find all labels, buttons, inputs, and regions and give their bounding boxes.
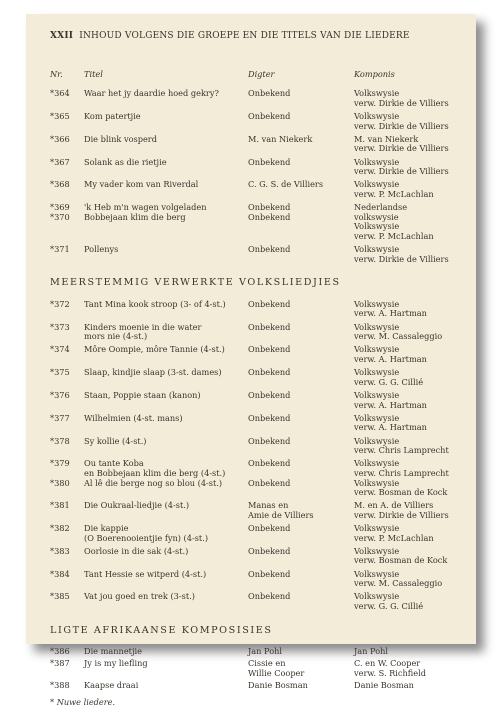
cell-line: Volkswysie (354, 221, 400, 232)
table-row (50, 300, 454, 319)
cell-line: Onbekend (248, 88, 291, 99)
table-row (50, 592, 454, 611)
cell-line: *376 (50, 389, 70, 400)
cell-titel (84, 180, 248, 199)
cell-titel (84, 681, 248, 691)
cell-line: verw. A. Hartman (354, 422, 427, 433)
table-row (50, 112, 454, 131)
cell-line: Waar het jy daardie hoed gekry? (84, 88, 219, 99)
table-row (50, 437, 454, 456)
cell-komponis (354, 300, 454, 319)
cell-nr (50, 681, 84, 691)
cell-line: Amie de Villiers (248, 509, 314, 520)
cell-line: *378 (50, 435, 70, 446)
table-row (50, 245, 454, 264)
cell-line: *368 (50, 179, 70, 190)
cell-line: verw. M. Cassaleggio (354, 331, 443, 342)
cell-komponis (354, 547, 454, 566)
cell-digter (248, 459, 354, 497)
cell-line: C. G. S. de Villiers (248, 179, 324, 190)
cell-line: *375 (50, 367, 70, 378)
cell-nr (50, 592, 84, 611)
cell-line: Staan, Poppie staan (kanon) (84, 389, 201, 400)
table-row (50, 203, 454, 241)
cell-line: Nederlandse volkswysie (354, 202, 408, 222)
cell-titel (84, 323, 248, 342)
cell-line: Onbekend (248, 389, 291, 400)
footnote: * Nuwe liedere. (50, 697, 116, 708)
cell-line: verw. A. Hartman (354, 354, 427, 364)
cell-line: Volkswysie (354, 244, 400, 255)
cell-line: *383 (50, 545, 70, 556)
cell-line: *388 (50, 679, 70, 690)
cell-line: verw. Chris Lamprecht (354, 445, 449, 456)
cell-nr (50, 659, 84, 678)
cell-nr (50, 647, 84, 657)
cell-line: Volkswysie (354, 523, 400, 534)
cell-line: Vat jou goed en trek (3-st.) (84, 591, 195, 602)
cell-line: Onbekend (248, 435, 291, 446)
section-title-ligte: LIGTE AFRIKAANSE KOMPOSISIES (50, 624, 273, 636)
cell-line: verw. Dirkie de Villiers (354, 120, 449, 131)
table-row (50, 323, 454, 342)
table-row (50, 89, 454, 108)
cell-nr (50, 570, 84, 589)
cell-digter (248, 135, 354, 154)
table-row (50, 524, 454, 543)
cell-line: Cissie en (248, 658, 286, 669)
table-row (50, 368, 454, 387)
table-row (50, 345, 454, 364)
cell-line: Onbekend (248, 244, 291, 255)
cell-line: *374 (50, 344, 70, 355)
cell-nr (50, 414, 84, 433)
cell-line: Volkswysie (354, 458, 400, 469)
cell-line: verw. Bosman de Kock (354, 555, 448, 566)
table-row (50, 647, 454, 657)
cell-line: Onbekend (248, 211, 291, 222)
column-header-nr: Nr. (50, 68, 63, 79)
page-header-title: INHOUD VOLGENS DIE GROEPE EN DIE TITELS VAN DIE LIEDERE (79, 31, 410, 41)
table-row (50, 414, 454, 433)
cell-komponis (354, 681, 454, 691)
cell-titel (84, 437, 248, 456)
cell-line: Onbekend (248, 344, 291, 355)
cell-line: *370 (50, 211, 70, 222)
cell-line: mors nie (4-st.) (84, 331, 148, 342)
cell-line: Volkswysie (354, 477, 400, 488)
cell-line: Kinders moenie in die water (84, 321, 202, 332)
cell-komponis (354, 524, 454, 543)
cell-digter (248, 203, 354, 241)
cell-digter (248, 391, 354, 410)
cell-line: Volkswysie (354, 344, 400, 355)
cell-line: Onbekend (248, 477, 291, 488)
cell-nr (50, 345, 84, 364)
cell-komponis (354, 245, 454, 264)
cell-digter (248, 524, 354, 543)
cell-nr (50, 524, 84, 543)
cell-komponis (354, 592, 454, 611)
cell-line: Die blink vosperd (84, 133, 157, 144)
cell-line: Onbekend (248, 156, 291, 167)
cell-komponis (354, 345, 454, 364)
cell-digter (248, 501, 354, 520)
cell-line: Volkswysie (354, 435, 400, 446)
cell-digter (248, 245, 354, 264)
cell-line: Sy kollie (4-st.) (84, 435, 147, 446)
cell-line: Onbekend (248, 110, 291, 121)
cell-digter (248, 368, 354, 387)
table-row (50, 158, 454, 177)
cell-titel (84, 89, 248, 108)
cell-line: Kom patertjie (84, 110, 141, 121)
cell-digter (248, 647, 354, 657)
cell-digter (248, 345, 354, 364)
cell-line: Onbekend (248, 298, 291, 309)
cell-line: *372 (50, 298, 70, 309)
cell-line: Bobbejaan klim die berg (84, 211, 186, 222)
column-headers (50, 70, 454, 80)
cell-line: *367 (50, 156, 70, 167)
cell-komponis (354, 180, 454, 199)
cell-titel (84, 391, 248, 410)
cell-titel (84, 345, 248, 364)
cell-nr (50, 459, 84, 497)
cell-komponis (354, 203, 454, 241)
cell-komponis (354, 570, 454, 589)
cell-komponis (354, 501, 454, 520)
column-header-digter: Digter (248, 68, 275, 79)
cell-line: Jan Pohl (248, 646, 283, 657)
cell-line: Volkswysie (354, 156, 400, 167)
cell-line: Onbekend (248, 367, 291, 378)
cell-line: Volkswysie (354, 110, 400, 121)
table-row (50, 659, 454, 678)
cell-digter (248, 89, 354, 108)
cell-line: Onbekend (248, 321, 291, 332)
cell-nr (50, 135, 84, 154)
cell-nr (50, 501, 84, 520)
cell-line: Onbekend (248, 202, 291, 213)
cell-line: C. en W. Cooper (354, 658, 421, 669)
cell-line: (O Boerenooientjie fyn) (4-st.) (84, 532, 209, 543)
table-row (50, 547, 454, 566)
cell-komponis (354, 323, 454, 342)
table-row (50, 501, 454, 520)
cell-line: verw. S. Richfield (354, 667, 426, 678)
cell-line: Danie Bosman (248, 679, 308, 690)
cell-line: Volkswysie (354, 298, 400, 309)
table-row (50, 180, 454, 199)
cell-line: Wilhelmien (4-st. mans) (84, 412, 183, 423)
cell-line: Onbekend (248, 412, 291, 423)
cell-digter (248, 180, 354, 199)
cell-line: *385 (50, 591, 70, 602)
cell-komponis (354, 437, 454, 456)
cell-line: Ou tante Koba (84, 458, 144, 469)
cell-line: Onbekend (248, 458, 291, 469)
cell-line: verw. Dirkie de Villiers (354, 253, 449, 264)
cell-titel (84, 368, 248, 387)
cell-nr (50, 323, 84, 342)
cell-komponis (354, 659, 454, 678)
cell-line: Jan Pohl (354, 646, 389, 657)
cell-line: *387 (50, 658, 70, 669)
cell-line: Volkswysie (354, 389, 400, 400)
cell-line: *366 (50, 133, 70, 144)
cell-line: M. van Niekerk (248, 133, 313, 144)
cell-titel (84, 501, 248, 520)
cell-line: Jy is my liefling (84, 658, 148, 669)
cell-line: verw. Dirkie de Villiers (354, 97, 449, 108)
table-row (50, 570, 454, 589)
cell-nr (50, 547, 84, 566)
cell-nr (50, 112, 84, 131)
cell-line: Volkswysie (354, 179, 400, 190)
cell-line: *364 (50, 88, 70, 99)
cell-komponis (354, 414, 454, 433)
cell-komponis (354, 647, 454, 657)
cell-line: en Bobbejaan klim die berg (4-st.) (84, 467, 226, 478)
cell-nr (50, 203, 84, 241)
cell-line: Môre Oompie, môre Tannie (4-st.) (84, 344, 225, 355)
cell-digter (248, 437, 354, 456)
cell-digter (248, 681, 354, 691)
section-ligte-komposisies (50, 647, 454, 690)
cell-line: *382 (50, 523, 70, 534)
cell-line: Onbekend (248, 568, 291, 579)
cell-titel (84, 659, 248, 678)
cell-titel (84, 203, 248, 241)
cell-line: *373 (50, 321, 70, 332)
cell-nr (50, 89, 84, 108)
section-title-meerstemmig: MEERSTEMMIG VERWERKTE VOLKSLIEDJIES (50, 277, 341, 289)
cell-digter (248, 592, 354, 611)
cell-titel (84, 459, 248, 497)
cell-line: Onbekend (248, 591, 291, 602)
cell-titel (84, 300, 248, 319)
column-header-komponis: Komponis (354, 68, 395, 79)
cell-komponis (354, 368, 454, 387)
cell-line: M. en A. de Villiers (354, 500, 434, 511)
cell-titel (84, 135, 248, 154)
cell-line: Volkswysie (354, 88, 400, 99)
cell-line: M. van Niekerk (354, 133, 419, 144)
cell-digter (248, 158, 354, 177)
cell-line: verw. Chris Lamprecht (354, 467, 449, 478)
cell-titel (84, 245, 248, 264)
cell-line: Manas en (248, 500, 289, 511)
cell-line: verw. G. G. Cillié (354, 601, 424, 611)
cell-nr (50, 391, 84, 410)
cell-komponis (354, 459, 454, 497)
cell-nr (50, 300, 84, 319)
cell-line: *369 (50, 202, 70, 213)
cell-line: Al lê die berge nog so blou (4-st.) (84, 477, 223, 488)
table-row (50, 459, 454, 497)
cell-line: Volkswysie (354, 545, 400, 556)
cell-titel (84, 112, 248, 131)
cell-digter (248, 570, 354, 589)
cell-line: Volkswysie (354, 367, 400, 378)
cell-line: verw. G. G. Cillié (354, 376, 424, 387)
cell-titel (84, 414, 248, 433)
table-row (50, 391, 454, 410)
cell-line: *379 (50, 458, 70, 469)
cell-line: Volkswysie (354, 321, 400, 332)
cell-line: Volkswysie (354, 412, 400, 423)
cell-line: *381 (50, 500, 70, 511)
section-folk-songs (50, 89, 454, 264)
cell-titel (84, 592, 248, 611)
cell-nr (50, 245, 84, 264)
cell-line: verw. P. McLachlan (354, 532, 434, 543)
cell-line: Tant Hessie se witperd (4-st.) (84, 568, 207, 579)
cell-line: verw. Dirkie de Villiers (354, 509, 449, 520)
cell-line: *371 (50, 244, 70, 255)
cell-digter (248, 323, 354, 342)
cell-line: *386 (50, 646, 70, 657)
cell-line: Die mannetjie (84, 646, 142, 657)
cell-line: verw. P. McLachlan (354, 188, 434, 199)
cell-komponis (354, 391, 454, 410)
cell-titel (84, 158, 248, 177)
book-page (26, 14, 476, 708)
cell-digter (248, 659, 354, 678)
cell-komponis (354, 89, 454, 108)
cell-line: *377 (50, 412, 70, 423)
cell-line: verw. A. Hartman (354, 308, 427, 319)
cell-line: verw. P. McLachlan (354, 230, 434, 241)
cell-nr (50, 180, 84, 199)
cell-line: verw. Dirkie de Villiers (354, 166, 449, 177)
cell-line: verw. Dirkie de Villiers (354, 143, 449, 154)
cell-komponis (354, 158, 454, 177)
cell-line: Willie Cooper (248, 667, 305, 678)
cell-line: Tant Mina kook stroop (3- of 4-st.) (84, 298, 226, 309)
cell-line: Oorlosie in die sak (4-st.) (84, 545, 189, 556)
cell-line: Danie Bosman (354, 679, 414, 690)
cell-titel (84, 647, 248, 657)
cell-komponis (354, 135, 454, 154)
cell-line: Solank as die rietjie (84, 156, 167, 167)
cell-nr (50, 368, 84, 387)
cell-digter (248, 414, 354, 433)
column-header-titel: Titel (84, 68, 103, 79)
table-row (50, 135, 454, 154)
cell-komponis (354, 112, 454, 131)
cell-line: Volkswysie (354, 591, 400, 602)
page-header (50, 32, 454, 42)
cell-titel (84, 524, 248, 543)
cell-titel (84, 570, 248, 589)
cell-line: verw. A. Hartman (354, 399, 427, 410)
cell-line: Die kappie (84, 523, 129, 534)
cell-line: Die Oukraal-liedjie (4-st.) (84, 500, 190, 511)
table-row (50, 681, 454, 691)
cell-line: My vader kom van Riverdal (84, 179, 199, 190)
cell-line: *365 (50, 110, 70, 121)
cell-line: Onbekend (248, 545, 291, 556)
cell-line: Pollenys (84, 244, 119, 255)
cell-line: *380 (50, 477, 70, 488)
cell-line: Onbekend (248, 523, 291, 534)
cell-digter (248, 547, 354, 566)
cell-line: Slaap, kindjie slaap (3-st. dames) (84, 367, 222, 378)
cell-line: Kaapse draai (84, 679, 139, 690)
cell-nr (50, 437, 84, 456)
page-number: XXII (50, 31, 74, 41)
cell-nr (50, 158, 84, 177)
cell-line: *384 (50, 568, 70, 579)
cell-line: verw. Bosman de Kock (354, 487, 448, 498)
cell-titel (84, 547, 248, 566)
section-meerstemmig (50, 300, 454, 612)
cell-line: verw. M. Cassaleggio (354, 578, 443, 589)
cell-line: Volkswysie (354, 568, 400, 579)
cell-line: 'k Heb m'n wagen volgeladen (84, 202, 207, 213)
cell-digter (248, 112, 354, 131)
cell-digter (248, 300, 354, 319)
